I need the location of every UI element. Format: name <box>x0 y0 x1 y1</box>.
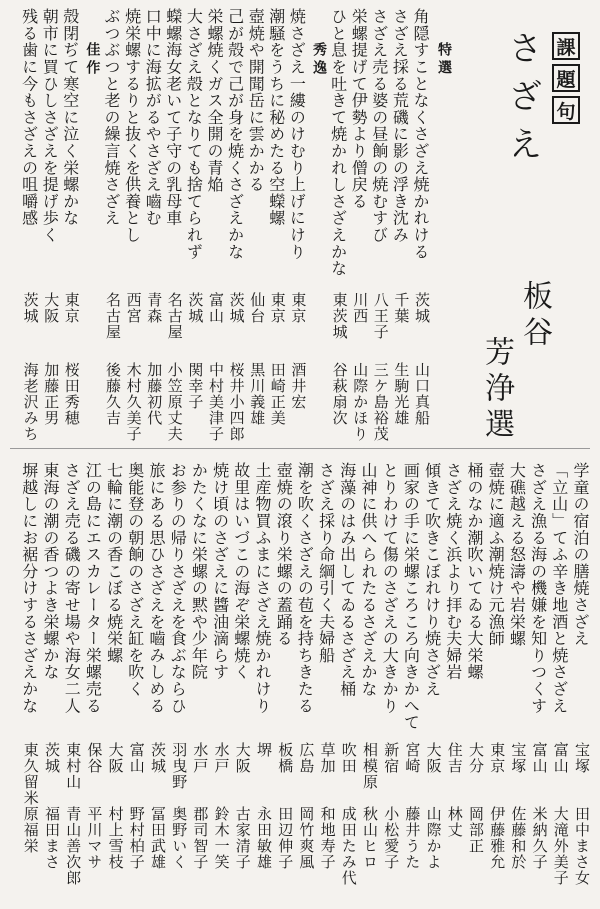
haiku-text: 栄螺焼くガス全開の青焔 <box>205 8 224 193</box>
author-name: 伊藤雅允 <box>488 806 507 870</box>
author-location: 名古屋 <box>104 292 122 340</box>
author-name: 谷萩扇次 <box>330 362 349 426</box>
author-name: 古家清子 <box>233 806 252 870</box>
haiku-text: 江の島にエスカレーター栄螺売る <box>83 462 103 714</box>
author-location: 東京 <box>62 292 81 324</box>
author-name: 桜井小四郎 <box>227 362 246 442</box>
author-location: 東京 <box>268 292 287 324</box>
author-location: 水戸 <box>212 742 231 774</box>
author-location: 宮崎 <box>403 742 422 774</box>
author-location: 東茨城 <box>330 292 349 340</box>
author-name: 木村久美子 <box>124 362 143 442</box>
haiku-text: ぶつぶつと老の繰言焼さざえ <box>102 8 121 227</box>
haiku-text: 塀越しにお裾分けするさざえかな <box>19 462 39 714</box>
author-name: 永田敏雄 <box>255 806 273 870</box>
author-location: 富山 <box>207 292 225 324</box>
author-name: 山際かよ <box>424 806 443 870</box>
author-location: 羽曳野 <box>170 742 189 790</box>
haiku-text: さざえ焼く浜より拝む夫婦岩 <box>443 462 463 681</box>
haiku-text: 己が殻で己が身を焼くさざえかな <box>225 8 245 260</box>
author-location: 茨城 <box>21 292 40 324</box>
author-name: 田中まさ女 <box>573 806 591 886</box>
author-name: 三ケ島裕茂 <box>371 362 390 442</box>
author-location: 茨城 <box>227 292 246 324</box>
section-label-tokusen: 特選 <box>436 42 452 78</box>
author-name: 平川マサ <box>85 806 104 870</box>
author-name: 田辺伸子 <box>276 806 295 870</box>
author-location: 茨城 <box>149 742 167 774</box>
haiku-text: 東海の潮の香つよき栄螺かな <box>41 462 60 681</box>
author-location: 西宮 <box>124 292 143 324</box>
haiku-text: とりわけて傷のさざえの大きかり <box>380 462 400 714</box>
author-name: 山口真船 <box>413 362 431 426</box>
author-name: 奥野いく <box>170 806 189 870</box>
author-location: 大阪 <box>233 742 252 774</box>
author-location: 富山 <box>127 742 146 774</box>
author-location: 富山 <box>530 742 549 774</box>
author-location: 相模原 <box>361 742 379 790</box>
author-location: 大阪 <box>42 292 61 324</box>
haiku-text: かたくなに栄螺の黙や少年院 <box>189 462 209 681</box>
author-name: 海老沢みち <box>21 362 40 442</box>
haiku-text: 「立山」てふ辛き地酒と焼さざえ <box>549 462 569 714</box>
author-location: 東村山 <box>64 742 83 790</box>
author-location: 青森 <box>145 292 164 324</box>
author-location: 茨城 <box>186 292 205 324</box>
haiku-text: 故里はいづこの海ぞ栄螺焼く <box>231 462 251 681</box>
haiku-text: 土産物買ふまにさざえ焼かれけり <box>253 462 272 714</box>
haiku-text: 潮を吹くさざえの苞を持ちきたる <box>295 462 315 714</box>
haiku-text: さざえ漁る海の機嫌を知りつくす <box>528 462 548 714</box>
author-name: 佐藤和於 <box>509 806 528 870</box>
haiku-text: 殻閉ぢて寒空に泣く栄螺かな <box>60 8 80 227</box>
author-location: 大阪 <box>424 742 443 774</box>
haiku-text: 朝市に買ひしさざえを提げ歩く <box>40 8 60 244</box>
author-name: 和地寿子 <box>318 806 337 870</box>
haiku-text: さざえ売る婆の昼餉の焼むすび <box>369 8 389 244</box>
author-location: 保谷 <box>85 742 104 774</box>
theme-title: さざえ <box>502 30 542 174</box>
author-name: 岡竹爽風 <box>297 806 316 870</box>
author-name: 秋山ヒロ <box>361 806 379 870</box>
author-location: 東京 <box>289 292 308 324</box>
author-location: 東久留米 <box>21 742 40 806</box>
haiku-text: 学童の宿泊の膳焼さざえ <box>571 462 590 647</box>
haiku-text: 焼栄螺するりと抜くを供養とし <box>122 8 142 244</box>
author-name: 山際かほり <box>351 362 370 442</box>
haiku-text: ひと息を吐きて焼かれしさざえかな <box>328 8 348 277</box>
author-name: 野村柏子 <box>127 806 146 870</box>
haiku-text: 壺焼に適ふ潮焼け元漁師 <box>486 462 506 647</box>
haiku-text: 大さざえ殻となりても捨てられず <box>184 8 204 260</box>
haiku-text: 潮騒をうちに秘めたる空蠑螺 <box>266 8 286 227</box>
author-location: 名古屋 <box>165 292 184 340</box>
haiku-text: 旅にある思ひさざえを嚙みしめる <box>147 462 166 714</box>
author-name: 原福栄 <box>21 806 40 854</box>
author-location: 堺 <box>255 742 273 758</box>
section-label-shuitsu: 秀逸 <box>311 42 327 78</box>
badge-char: 題 <box>552 64 580 92</box>
author-location: 富山 <box>551 742 570 774</box>
author-name: 藤井うた <box>403 806 422 870</box>
author-location: 川西 <box>351 292 370 324</box>
author-name: 大滝外美子 <box>551 806 570 886</box>
author-name: 福田まさ <box>43 806 61 870</box>
haiku-text: 角隠すことなくさざえ焼かれける <box>411 8 430 260</box>
badge-char: 課 <box>552 32 580 60</box>
selector-given-name: 芳浄選 <box>479 336 514 444</box>
section-label-kasaku: 佳作 <box>84 42 101 78</box>
author-location: 千葉 <box>392 292 411 324</box>
selector-surname: 板谷 <box>517 280 552 352</box>
author-location: 広島 <box>297 742 316 774</box>
author-name: 加藤初代 <box>145 362 164 426</box>
haiku-text: 壺焼や開聞岳に雲かかる <box>246 8 266 193</box>
author-name: 後藤久吉 <box>104 362 122 426</box>
haiku-text: 海藻のはみ出してゐるさざえ桶 <box>337 462 357 698</box>
author-location: 板橋 <box>276 742 295 774</box>
author-name: 小笠原丈夫 <box>165 362 184 442</box>
haiku-text: 桶のなか潮吹いてゐる大栄螺 <box>465 462 484 681</box>
haiku-text: 口中に海拡がるやさざえ嚙む <box>143 8 163 227</box>
author-name: 青山善次郎 <box>64 806 83 886</box>
author-name: 冨田武雄 <box>149 806 167 870</box>
author-name: 岡部正 <box>467 806 485 854</box>
haiku-text: 壺焼の滾り栄螺の蓋踊る <box>274 462 294 647</box>
haiku-text: 焼け頃のさざえに醬油滴らす <box>210 462 230 681</box>
author-location: 宝塚 <box>509 742 528 774</box>
author-location: 東京 <box>488 742 507 774</box>
haiku-text: 画家の手に栄螺ころころ向きかへて <box>401 462 421 731</box>
haiku-text: さざえ売る磯の寄せ場や海女二人 <box>62 462 82 714</box>
haiku-text: 蠑螺海女老いて子守の乳母車 <box>163 8 183 227</box>
author-name: 加藤正男 <box>42 362 61 426</box>
author-location: 大分 <box>467 742 485 774</box>
author-name: 黒川義雄 <box>248 362 267 426</box>
haiku-text: 栄螺提げて伊勢より僧戻る <box>349 8 369 210</box>
haiku-text: さざえ採る荒磯に影の浮き沈み <box>390 8 410 244</box>
author-name: 成田たみ代 <box>339 806 358 886</box>
author-name: 小松愛子 <box>382 806 401 870</box>
author-location: 新宿 <box>382 742 401 774</box>
badge-char: 句 <box>552 96 580 124</box>
haiku-text: 焼さざえ一縷のけむり上げにけり <box>287 8 307 260</box>
author-location: 水戸 <box>191 742 210 774</box>
haiku-text: 奥能登の朝餉のさざえ缸を吹く <box>125 462 145 698</box>
author-name: 関幸子 <box>186 362 205 410</box>
author-location: 吹田 <box>339 742 358 774</box>
haiku-text: さざえ採り命綱引く夫婦船 <box>316 462 336 664</box>
author-location: 八王子 <box>371 292 390 340</box>
author-name: 生駒光雄 <box>392 362 411 426</box>
author-location: 草加 <box>318 742 337 774</box>
author-location: 茨城 <box>43 742 61 774</box>
author-location: 仙台 <box>248 292 267 324</box>
author-name: 村上雪枝 <box>106 806 125 870</box>
author-name: 酒井宏 <box>289 362 308 410</box>
haiku-text: 大礁越える怒濤や岩栄螺 <box>507 462 527 647</box>
section-divider <box>10 448 590 449</box>
author-name: 中村美津子 <box>207 362 225 442</box>
haiku-text: 残る歯に今もさざえの咀嚼感 <box>19 8 39 227</box>
haiku-text: 傾きて吹きこぼれけり焼さざえ <box>422 462 442 698</box>
author-location: 宝塚 <box>573 742 591 774</box>
author-name: 田崎正美 <box>268 362 287 426</box>
author-location: 茨城 <box>413 292 431 324</box>
author-name: 郡司智子 <box>191 806 210 870</box>
author-name: 林丈 <box>445 806 464 838</box>
author-name: 米納久子 <box>530 806 549 870</box>
haiku-text: 山神に供へられたるさざえかな <box>359 462 378 698</box>
haiku-text: お参りの帰りさざえを食ぶならひ <box>168 462 188 714</box>
haiku-text: 七輪に潮の香こぼる焼栄螺 <box>104 462 124 664</box>
author-location: 住吉 <box>445 742 464 774</box>
author-name: 桜田秀穂 <box>62 362 81 426</box>
author-name: 鈴木一笑 <box>212 806 231 870</box>
author-location: 大阪 <box>106 742 125 774</box>
